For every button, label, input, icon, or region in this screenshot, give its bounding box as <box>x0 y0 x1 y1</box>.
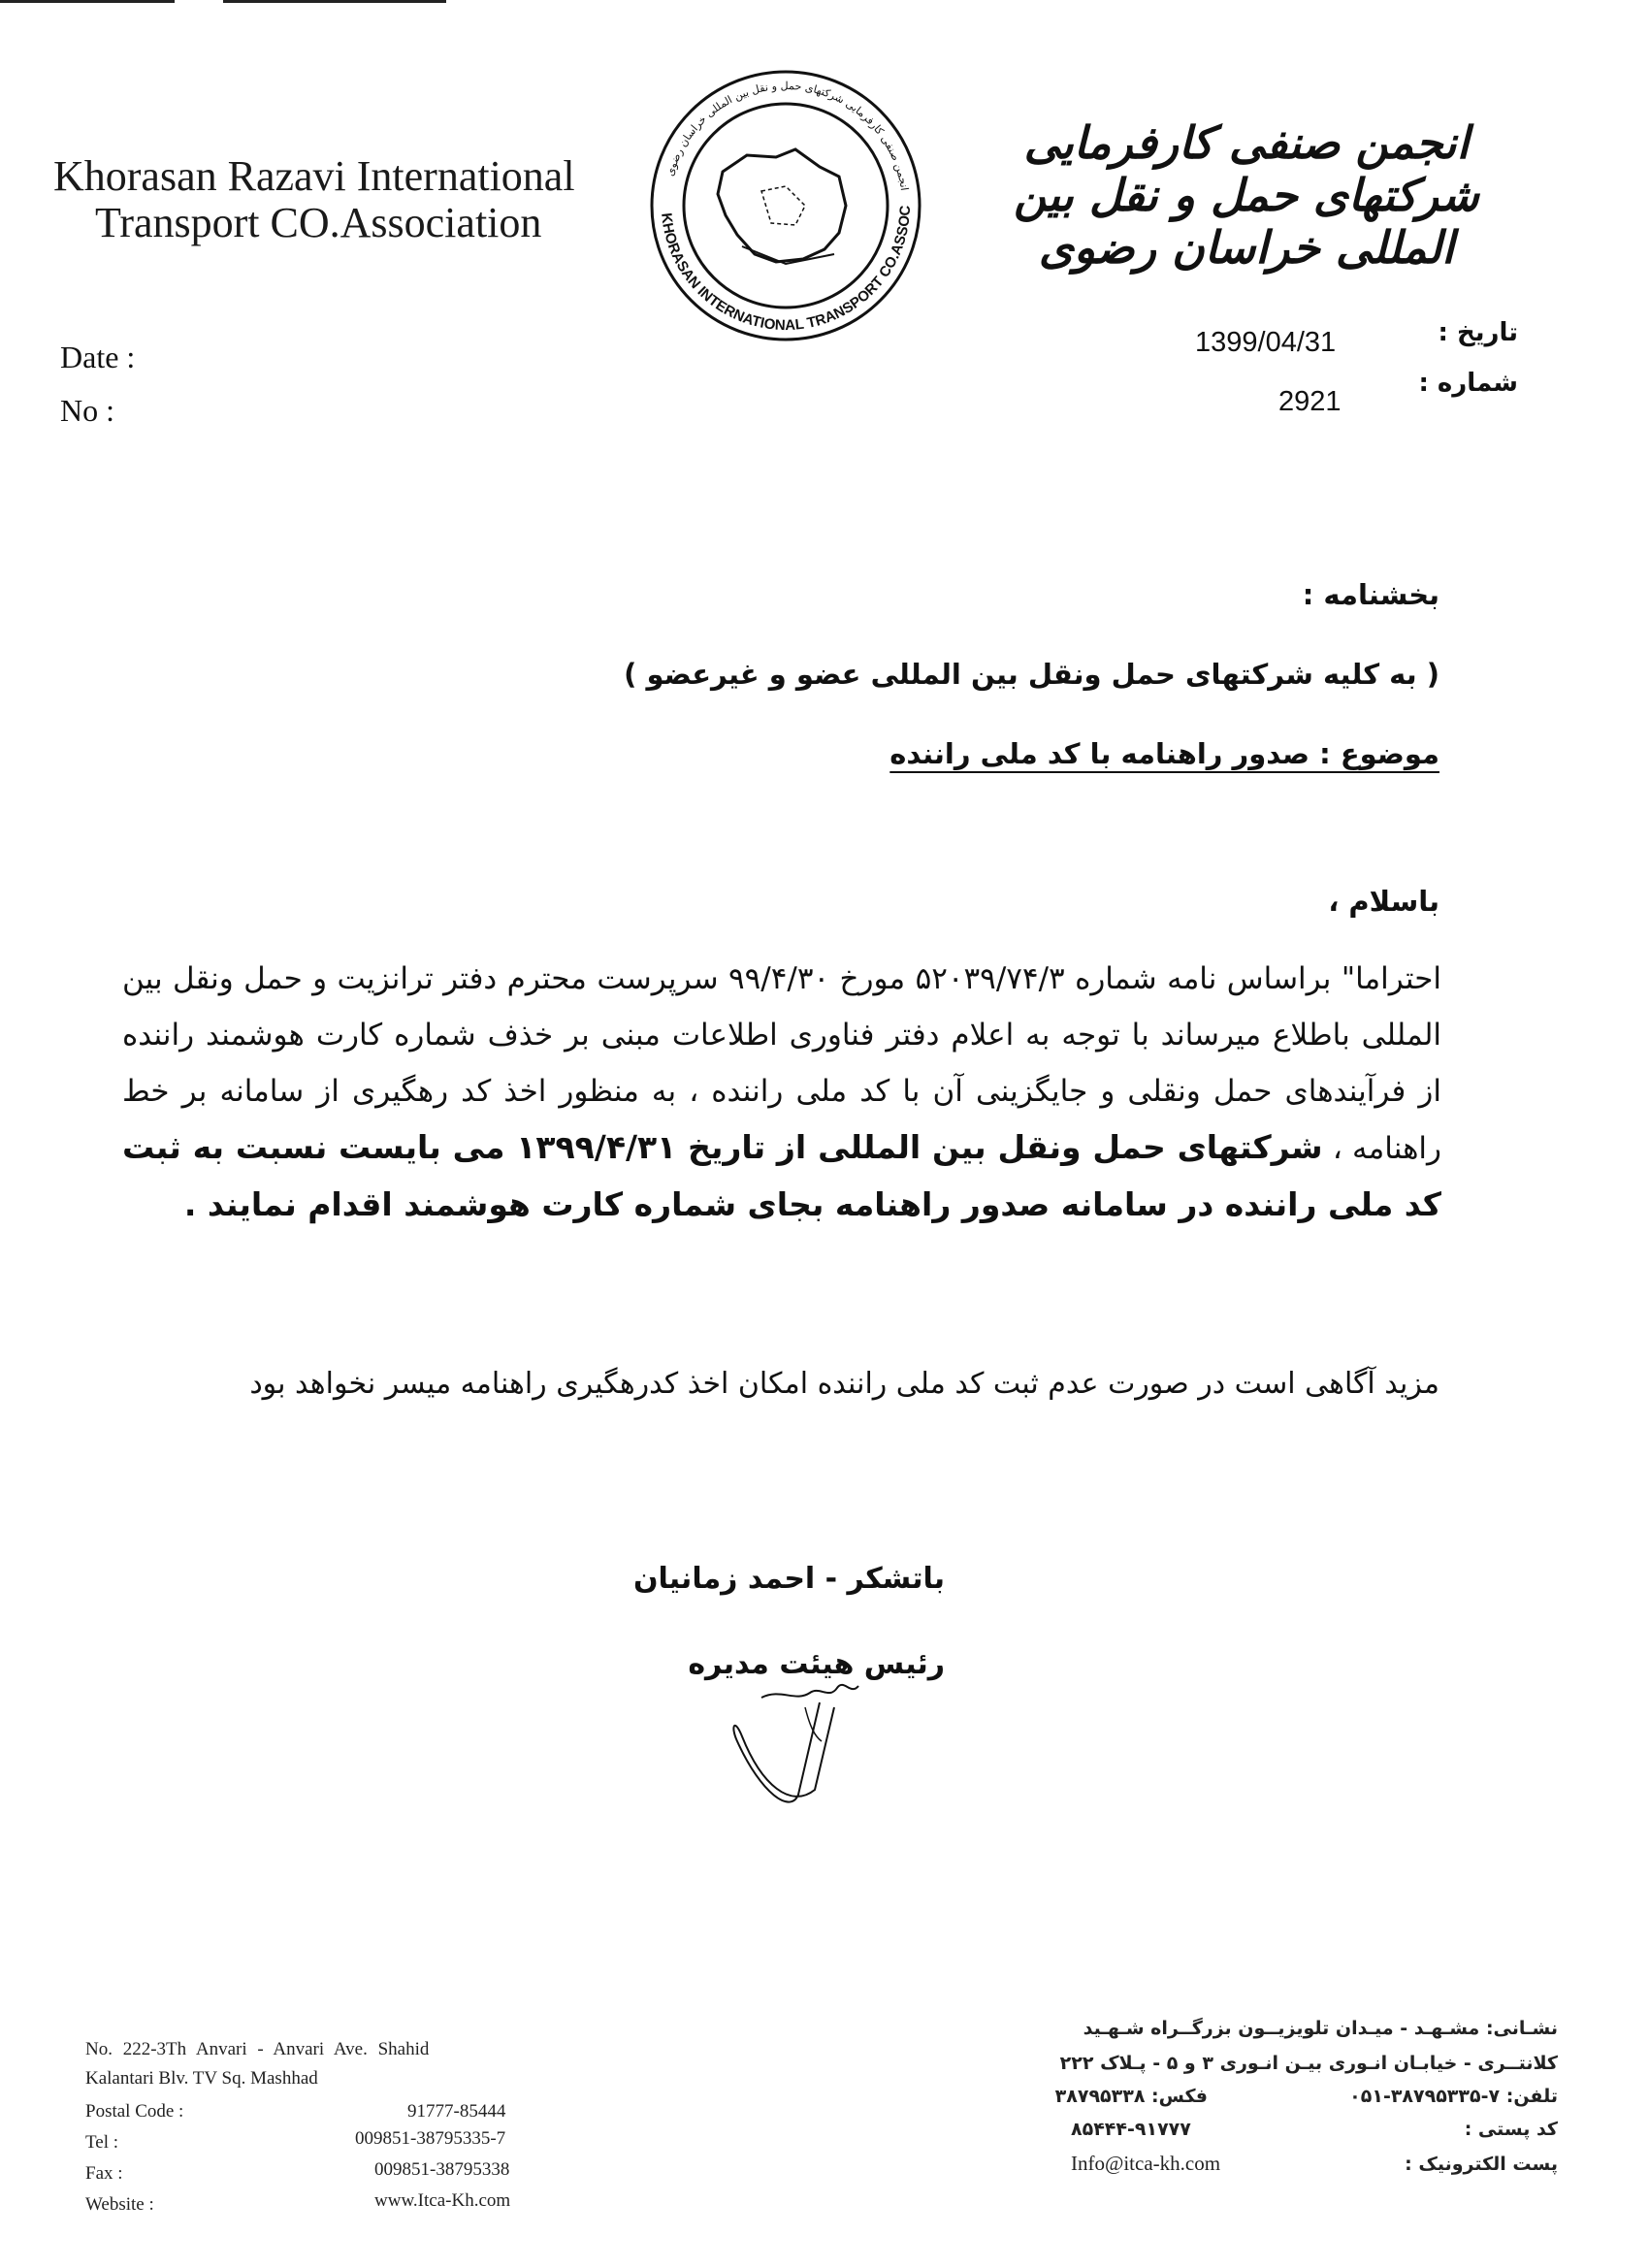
footer-fa-tel: تلفن: ۷-۳۸۷۹۵۳۳۵-۰۵۱ <box>1349 2086 1558 2107</box>
no-label-en: No : <box>60 393 114 428</box>
svg-text:انجمن صنفی کارفرمایی شرکتهای ح <box>663 80 911 191</box>
note-paragraph <box>101 1356 1439 1412</box>
date-value: 1399/04/31 <box>1195 327 1337 358</box>
footer-fa-address-line2: کلانتــری - خیابـان انـوری بیـن انـوری ۳ و ۵ - پـلاک ۲۲۲ <box>1059 2053 1558 2074</box>
logo-ring-text: KHORASAN INTERNATIONAL TRANSPORT CO.ASSOC <box>658 205 915 335</box>
body-paragraph <box>122 951 1441 1234</box>
svg-text:KHORASAN INTERNATIONAL TRANSPO <box>640 60 914 334</box>
recipients-line: ( به کلیه شرکتهای حمل ونقل بین المللی عضو و غیرعضو ) <box>624 658 1439 691</box>
footer-address-line2: Kalantari Blv. TV Sq. Mashhad <box>85 2068 318 2089</box>
closing-line: باتشکر - احمد زمانیان <box>632 1562 945 1596</box>
date-label-fa: تاریخ : <box>1438 318 1518 347</box>
association-logo <box>640 60 931 351</box>
footer-fax-label: Fax : <box>85 2163 123 2184</box>
footer-fa-postal-label: کد پستی : <box>1464 2119 1558 2140</box>
signer-title: رئیس هیئت مدیره <box>688 1647 945 1681</box>
handwritten-signature <box>723 1649 917 1824</box>
footer-postal-label: Postal Code : <box>85 2101 184 2122</box>
footer-fa-fax: فکس: ۳۸۷۹۵۳۳۸ <box>1054 2086 1208 2107</box>
footer-tel-label: Tel : <box>85 2132 119 2153</box>
logo-ring-text-fa: انجمن صنفی کارفرمایی شرکتهای حمل و نقل بین المللی خراسان رضوی <box>663 79 911 192</box>
footer-fa-address-line1: نشـانی: مشـهـد - میـدان تلویزیــون بزرگــراه شـهـید <box>1083 2018 1558 2039</box>
footer-fa-postal-value: ۸۵۴۴۴-۹۱۷۷۷ <box>1071 2119 1191 2140</box>
no-label-fa: شماره : <box>1418 369 1518 398</box>
org-name-en-line2: Transport CO.Association <box>95 199 542 246</box>
footer-email-link[interactable]: Info@itca-kh.com <box>1071 2152 1221 2175</box>
top-rule-right <box>223 0 446 3</box>
body-text: احتراما" براساس نامه شماره ۵۲۰۳۹/۷۴/۳ مورخ ۹۹/۴/۳۰ سرپرست محترم دفتر ترانزیت و حمل ونقل بین المللی باطلاع میرساند با توجه به اعلام دفتر فناوری اطلاعات مبنی بر خذف شماره کارت هوشمند راننده از فرآیندهای حمل ونقلی و جایگزینی آن با کد ملی راننده ، به منظور اخذ کد رهگیری از سامانه بر خط راهنامه ، <box>122 961 1441 1166</box>
circular-label: بخشنامه : <box>1302 578 1439 611</box>
subject-line: موضوع : صدور راهنامه با کد ملی راننده <box>889 737 1439 770</box>
footer-postal-value: 91777-85444 <box>407 2101 506 2122</box>
note-text: مزید آگاهی است در صورت عدم ثبت کد ملی راننده امکان اخذ کدرهگیری راهنامه میسر نخواهد بود <box>249 1367 1439 1401</box>
org-name-en-line1: Khorasan Razavi International <box>53 152 575 200</box>
date-label-en: Date : <box>60 340 136 374</box>
footer-tel-value: 009851-38795335-7 <box>355 2128 506 2149</box>
org-name-fa: انجمن صنفی کارفرمایی شرکتهای حمل و نقل بین المللی خراسان رضوی <box>1014 116 1479 274</box>
greeting: باسلام ، <box>1328 885 1439 918</box>
footer-address-line1: No. 222-3Th Anvari - Anvari Ave. Shahid <box>85 2039 430 2059</box>
body-text-bold: شرکتهای حمل ونقل بین المللی از تاریخ ۱۳۹۹/۴/۳۱ می بایست نسبت به ثبت کد ملی راننده در سامانه صدور راهنامه بجای شماره کارت هوشمند اقدام نمایند . <box>122 1128 1441 1223</box>
footer-website-link[interactable]: www.Itca-Kh.com <box>374 2190 511 2211</box>
top-rule-left <box>0 0 175 3</box>
footer-website-label: Website : <box>85 2194 154 2215</box>
footer-fax-value: 009851-38795338 <box>374 2159 510 2180</box>
footer-fa-email-label: پست الکترونیک : <box>1405 2154 1558 2175</box>
number-value: 2921 <box>1278 386 1342 417</box>
